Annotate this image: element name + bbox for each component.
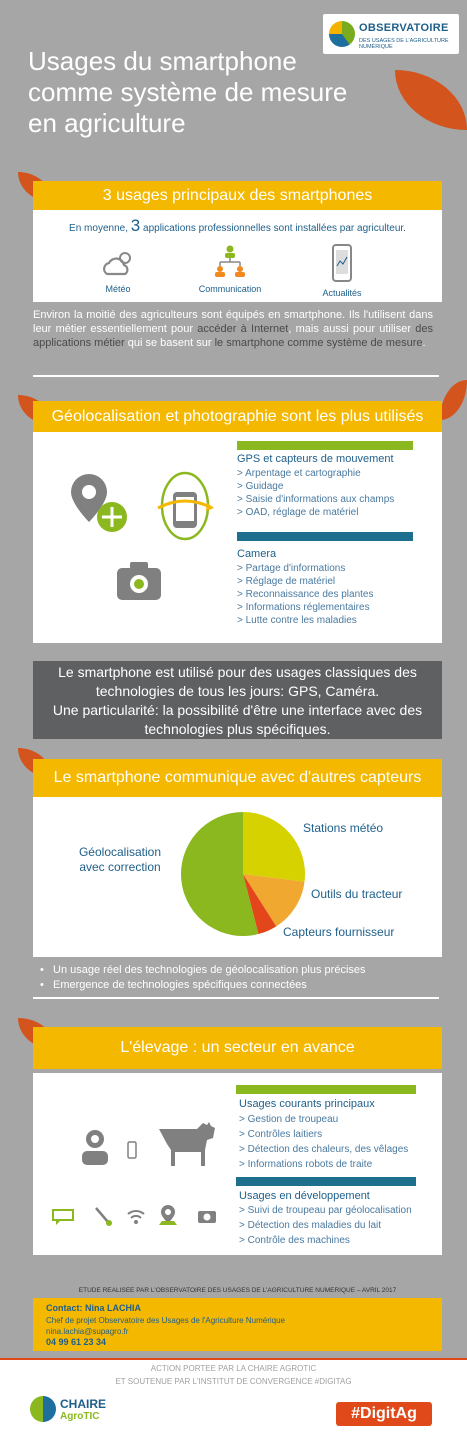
pie-label-geolocalisation: Géolocalisation avec correction	[78, 845, 162, 874]
contact-role: Chef de projet Observatoire des Usages de l'Agriculture Numérique	[46, 1316, 285, 1325]
section3-heading: Le smartphone communique avec d'autres capteurs	[33, 759, 442, 797]
contact-phone: 04 99 61 23 34	[46, 1337, 107, 1347]
list-item: > Contrôles laitiers	[239, 1129, 323, 1140]
smartphone-icon	[331, 244, 353, 282]
person-icon	[81, 1129, 109, 1165]
thermometer-icon	[93, 1205, 113, 1227]
section2-heading: Géolocalisation et photographie sont les plus utilisés	[33, 401, 442, 432]
logo-mark-icon	[329, 21, 355, 47]
logo-title: OBSERVATOIRE	[359, 22, 449, 34]
list-item: > Contrôle des machines	[239, 1235, 350, 1246]
section1-panel	[33, 210, 442, 302]
list-item: > Guidage	[237, 481, 284, 492]
icon-label-meteo: Météo	[105, 284, 131, 294]
list-item: > Reconnaissance des plantes	[237, 589, 374, 600]
cow-icon	[153, 1119, 217, 1169]
main-uses-bar	[236, 1085, 416, 1094]
list-item: • Un usage réel des technologies de géolocalisation plus précises	[40, 964, 366, 976]
study-note: ETUDE REALISEE PAR L'OBSERVATOIRE DES USAGES DE L'AGRICULTURE NUMERIQUE – AVRIL 2017	[78, 1287, 397, 1294]
camera-icon	[197, 1208, 217, 1224]
pie-label-capteurs-fournisseur: Capteurs fournisseur	[283, 925, 395, 939]
list-item: > Partage d'informations	[237, 563, 346, 574]
phone-rotation-icon	[155, 470, 217, 542]
average-apps-text: En moyenne, 3 applications professionnelles sont installées par agriculteur.	[69, 216, 406, 235]
contact-box	[33, 1298, 442, 1351]
footer-strip	[0, 1360, 467, 1440]
section3-panel	[33, 797, 442, 957]
icon-label-actualites: Actualités	[322, 288, 362, 298]
map-pin-icon	[157, 1203, 179, 1227]
camera-title: Camera	[237, 548, 277, 560]
section4-panel	[33, 1073, 442, 1255]
network-people-icon	[213, 244, 247, 278]
list-item: > Saisie d'informations aux champs	[237, 494, 395, 505]
smartphone-icon	[127, 1141, 137, 1159]
list-item: • Emergence de technologies spécifiques connectées	[40, 979, 307, 991]
pie-chart	[173, 809, 313, 939]
chat-icon	[51, 1208, 75, 1226]
list-item: > Gestion de troupeau	[239, 1114, 339, 1125]
icon-label-communication: Communication	[198, 284, 262, 294]
gps-bar	[237, 441, 413, 450]
list-item: > Informations robots de traite	[239, 1159, 373, 1170]
logo-subtitle: DES USAGES DE L'AGRICULTURE NUMÉRIQUE	[359, 38, 449, 50]
divider	[33, 375, 439, 377]
dev-uses-bar	[236, 1177, 416, 1186]
list-item: > Suivi de troupeau par géolocalisation	[239, 1205, 412, 1216]
camera-icon	[115, 560, 163, 602]
gps-list	[237, 467, 394, 519]
leaf-decoration-right	[440, 380, 467, 420]
list-item: > Détection des chaleurs, des vêlages	[239, 1144, 409, 1155]
main-uses-title: Usages courants principaux	[239, 1098, 375, 1110]
main-uses-list	[239, 1112, 408, 1172]
pie-label-outils-tracteur: Outils du tracteur	[311, 887, 403, 901]
contact-email[interactable]: nina.lachia@supagro.fr	[46, 1327, 129, 1336]
leaf-decoration-top	[395, 70, 467, 130]
page-title: Usages du smartphone comme système de mesure en agriculture	[28, 46, 348, 138]
dev-uses-title: Usages en développement	[239, 1190, 370, 1202]
list-item: > Informations réglementaires	[237, 602, 370, 613]
callout-box: Le smartphone est utilisé pour des usages classiques des technologies de tous les jours: GPS, Caméra. Une particularité: la possibilité d'être une interface avec des technologies plus spécifiques.	[33, 661, 442, 739]
list-item: > Réglage de matériel	[237, 576, 336, 587]
list-item: > OAD, réglage de matériel	[237, 507, 359, 518]
action-text: ACTION PORTEE PAR LA CHAIRE AGROTIC ET SOUTENUE PAR L'INSTITUT DE CONVERGENCE #DIGITAG	[115, 1364, 352, 1386]
chaire-logo-mark-icon	[30, 1396, 56, 1422]
list-item: > Arpentage et cartographie	[237, 468, 361, 479]
section3-bullets	[40, 963, 440, 993]
list-item: > Lutte contre les maladies	[237, 615, 357, 626]
divider	[33, 997, 439, 999]
dev-uses-list	[239, 1203, 412, 1248]
contact-name: Contact: Nina LACHIA	[46, 1303, 141, 1313]
chaire-agrotic-logo: CHAIRE AgroTIC	[30, 1396, 130, 1426]
digitag-logo: #DigitAg	[336, 1402, 432, 1426]
location-target-icon	[69, 472, 129, 534]
section1-paragraph: Environ la moitié des agriculteurs sont équipés en smartphone. Ils l'utilisent dans leur métier essentiellement pour accéder à Internet, mais aussi pour utiliser des applications métier qui se basent sur le smartphone comme système de mesure.	[33, 309, 434, 349]
section4-heading: L'élevage : un secteur en avance	[33, 1027, 442, 1069]
list-item: > Détection des maladies du lait	[239, 1220, 382, 1231]
wifi-icon	[126, 1207, 146, 1225]
camera-list	[237, 562, 374, 627]
pie-label-stations-meteo: Stations météo	[303, 821, 384, 835]
camera-bar	[237, 532, 413, 541]
pie-slice-stations-m-t-o	[243, 812, 305, 882]
section2-panel	[33, 432, 442, 643]
cloud-sun-icon	[101, 248, 137, 278]
gps-title: GPS et capteurs de mouvement	[237, 453, 394, 465]
section1-heading: 3 usages principaux des smartphones	[33, 181, 442, 210]
